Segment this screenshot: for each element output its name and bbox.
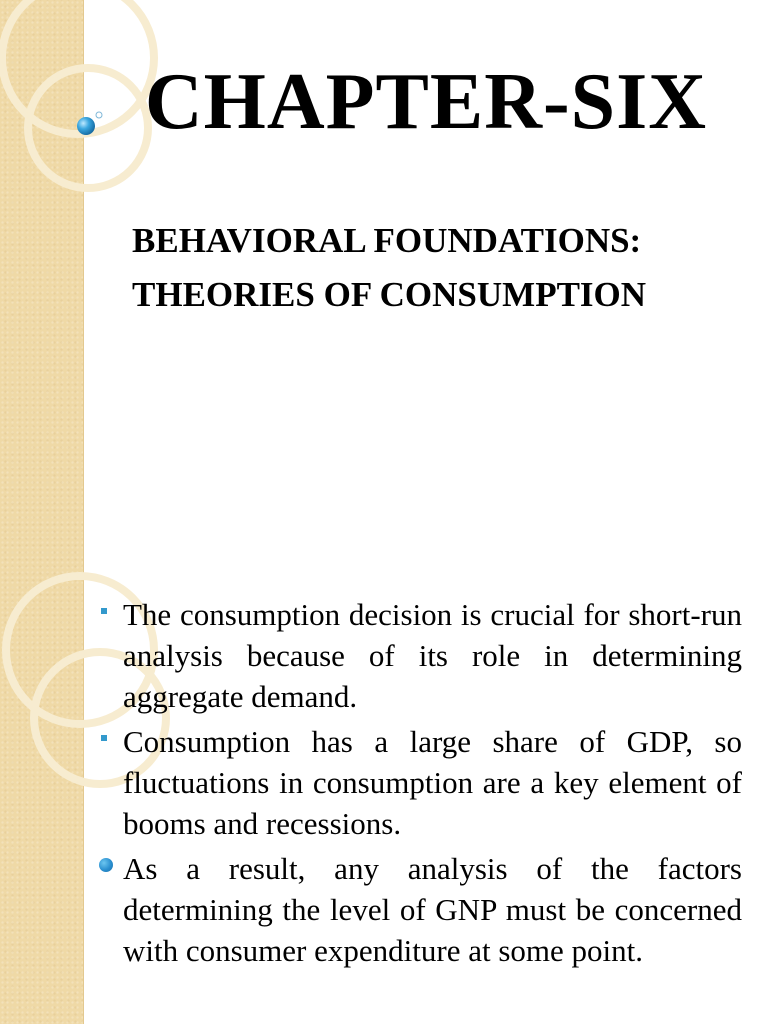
bullet-text-3: As a result, any analysis of the factors determining the level of GNP must be concerned with consumer expenditure at some point. <box>123 851 742 968</box>
subtitle-line-1: BEHAVIORAL FOUNDATIONS: <box>132 221 642 260</box>
dot-bullet-icon <box>99 858 113 872</box>
subtitle-line-2: THEORIES OF CONSUMPTION <box>132 275 647 314</box>
chapter-subtitle <box>132 214 752 322</box>
bullet-item-3 <box>98 848 742 971</box>
bullet-text-1: The consumption decision is crucial for short-run analysis because of its role in determining aggregate demand. <box>123 597 742 714</box>
square-bullet-icon <box>101 608 107 614</box>
square-bullet-icon <box>101 735 107 741</box>
bullet-text-2: Consumption has a large share of GDP, so fluctuations in consumption are a key element of booms and recessions. <box>123 724 742 841</box>
bullet-item-2 <box>98 721 742 844</box>
chapter-title: CHAPTER-SIX <box>144 58 708 146</box>
bullet-item-1 <box>98 594 742 717</box>
bullet-list <box>98 594 742 975</box>
